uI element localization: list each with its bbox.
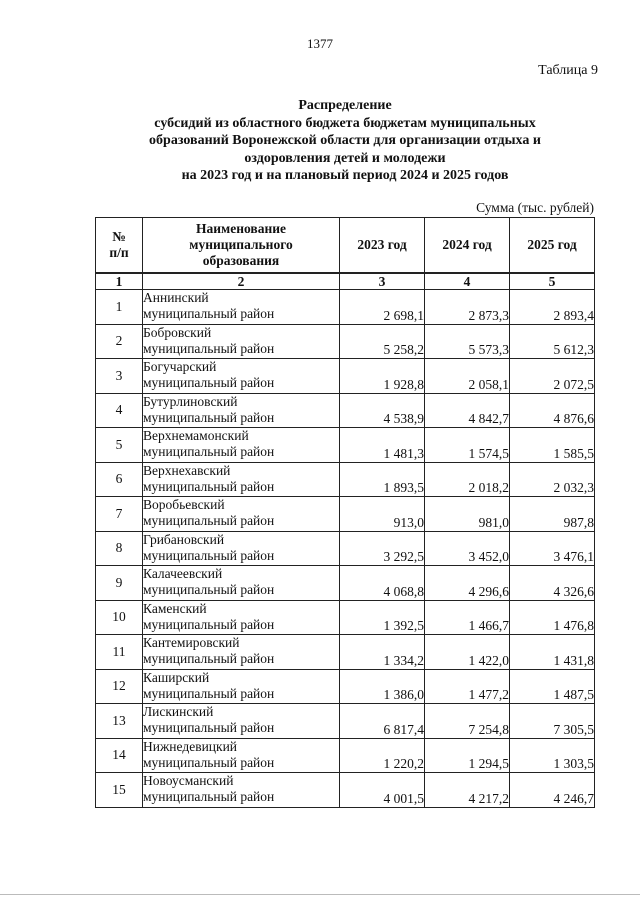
table-row [96,359,595,394]
header-name-line: образования [202,253,280,268]
row-number: 13 [96,704,143,739]
row-number: 3 [96,359,143,394]
value-2025: 5 612,3 [510,324,595,359]
table-rows [96,290,595,808]
row-number: 11 [96,635,143,670]
value-2023: 913,0 [340,497,425,532]
municipality-type-line: муниципальный район [143,375,275,390]
value-2025: 2 072,5 [510,359,595,394]
municipality-name-line: Каменский [143,600,207,616]
municipality-type-line: муниципальный район [143,547,275,563]
value-2025: 2 893,4 [510,290,595,325]
value-2023: 1 392,5 [340,600,425,635]
municipality-name-line: Аннинский [143,290,209,305]
municipality-name-line: Кантемировский [143,635,240,650]
municipality-type-line: муниципальный район [143,409,275,425]
municipality-type-line: муниципальный район [143,478,275,494]
municipality-type-line: муниципальный район [143,513,275,528]
table-row [96,704,595,739]
row-number: 9 [96,566,143,601]
value-2025: 2 032,3 [510,462,595,497]
municipality-name-line: Верхнехавский [143,462,231,478]
value-2024: 981,0 [425,497,510,532]
municipality-type-line: муниципальный район [143,754,275,770]
row-number: 6 [96,462,143,497]
header-row [96,218,595,274]
table-row [96,738,595,773]
header-num-line: п/п [109,245,129,260]
value-2024: 4 842,7 [425,393,510,428]
value-2024: 5 573,3 [425,324,510,359]
column-number: 2 [143,273,340,290]
table-row [96,531,595,566]
table-row [96,428,595,463]
document-title [90,97,600,185]
value-2023: 2 698,1 [340,290,425,325]
value-2025: 3 476,1 [510,531,595,566]
title-line: на 2023 год и на плановый период 2024 и 2025 годов [181,168,509,184]
municipality-name [143,635,340,670]
page-bottom-rule [0,894,640,895]
value-2025: 4 326,6 [510,566,595,601]
value-2024: 1 574,5 [425,428,510,463]
column-number: 3 [340,273,425,290]
table-header [96,218,595,274]
value-2025: 1 585,5 [510,428,595,463]
row-number: 5 [96,428,143,463]
municipality-name [143,462,340,497]
municipality-name [143,600,340,635]
table-row [96,669,595,704]
table-label: Таблица 9 [538,63,598,78]
table-row [96,600,595,635]
municipality-name [143,773,340,808]
title-line: образований Воронежской области для организации отдыха и [149,133,541,149]
value-2023: 5 258,2 [340,324,425,359]
column-number: 4 [425,273,510,290]
row-number: 14 [96,738,143,773]
value-2024: 1 294,5 [425,738,510,773]
value-2025: 1 303,5 [510,738,595,773]
municipality-name-line: Калачеевский [143,566,223,581]
header-name [143,218,340,274]
value-2024: 1 422,0 [425,635,510,670]
municipality-name [143,428,340,463]
value-2024: 1 466,7 [425,600,510,635]
municipality-name [143,393,340,428]
value-2023: 1 220,2 [340,738,425,773]
municipality-name-line: Новоусманский [143,773,234,788]
municipality-name-line: Лискинский [143,704,214,719]
row-number: 4 [96,393,143,428]
header-2024: 2024 год [425,218,510,274]
value-2025: 987,8 [510,497,595,532]
title-line: оздоровления детей и молодежи [244,150,446,166]
page-number: 1377 [307,36,333,51]
value-2025: 4 246,7 [510,773,595,808]
column-number: 1 [96,273,143,290]
municipality-type-line: муниципальный район [143,651,275,666]
municipality-name-line: Бобровский [143,324,212,340]
row-number: 2 [96,324,143,359]
municipality-name [143,359,340,394]
header-2023: 2023 год [340,218,425,274]
value-2024: 4 217,2 [425,773,510,808]
value-2024: 2 873,3 [425,290,510,325]
value-2025: 7 305,5 [510,704,595,739]
value-2024: 3 452,0 [425,531,510,566]
table-row [96,566,595,601]
municipality-name [143,324,340,359]
municipality-name [143,531,340,566]
table-body [96,273,595,290]
municipality-name-line: Воробьевский [143,497,225,512]
value-2023: 6 817,4 [340,704,425,739]
value-2023: 1 928,8 [340,359,425,394]
value-2024: 1 477,2 [425,669,510,704]
municipality-name-line: Нижнедевицкий [143,738,238,754]
value-2024: 7 254,8 [425,704,510,739]
value-2024: 2 058,1 [425,359,510,394]
municipality-type-line: муниципальный район [143,582,275,597]
header-name-line: муниципального [189,237,293,252]
value-2025: 1 431,8 [510,635,595,670]
municipality-type-line: муниципальный район [143,306,275,321]
value-2024: 4 296,6 [425,566,510,601]
value-2023: 1 334,2 [340,635,425,670]
table-row [96,393,595,428]
municipality-name [143,566,340,601]
municipality-name-line: Богучарский [143,359,217,374]
value-2024: 2 018,2 [425,462,510,497]
table-row [96,324,595,359]
municipality-name [143,704,340,739]
value-2023: 1 481,3 [340,428,425,463]
title-line: Распределение [298,98,392,113]
municipality-type-line: муниципальный район [143,789,275,804]
value-2025: 4 876,6 [510,393,595,428]
municipality-name-line: Каширский [143,669,210,685]
row-number: 8 [96,531,143,566]
distribution-table [95,217,595,808]
header-2025: 2025 год [510,218,595,274]
value-2023: 4 068,8 [340,566,425,601]
municipality-name [143,669,340,704]
units-note: Сумма (тыс. рублей) [476,200,594,215]
title-line: субсидий из областного бюджета бюджетам муниципальных [154,115,536,131]
table-row [96,462,595,497]
value-2023: 4 538,9 [340,393,425,428]
value-2025: 1 487,5 [510,669,595,704]
value-2025: 1 476,8 [510,600,595,635]
table-row [96,497,595,532]
table-row [96,290,595,325]
value-2023: 1 893,5 [340,462,425,497]
municipality-name [143,290,340,325]
municipality-name [143,497,340,532]
row-number: 10 [96,600,143,635]
column-number-row [96,273,595,290]
row-number: 12 [96,669,143,704]
row-number: 7 [96,497,143,532]
header-num-line: № [112,229,126,244]
value-2023: 3 292,5 [340,531,425,566]
municipality-name-line: Верхнемамонский [143,428,249,443]
municipality-type-line: муниципальный район [143,340,275,356]
row-number: 1 [96,290,143,325]
municipality-name-line: Грибановский [143,531,225,547]
municipality-type-line: муниципальный район [143,616,275,632]
municipality-name [143,738,340,773]
table-row [96,773,595,808]
value-2023: 4 001,5 [340,773,425,808]
municipality-type-line: муниципальный район [143,720,275,735]
value-2023: 1 386,0 [340,669,425,704]
column-number: 5 [510,273,595,290]
header-name-line: Наименование [196,221,286,236]
header-num [96,218,143,274]
municipality-name-line: Бутурлиновский [143,393,238,409]
table-row [96,635,595,670]
municipality-type-line: муниципальный район [143,685,275,701]
row-number: 15 [96,773,143,808]
municipality-type-line: муниципальный район [143,444,275,459]
